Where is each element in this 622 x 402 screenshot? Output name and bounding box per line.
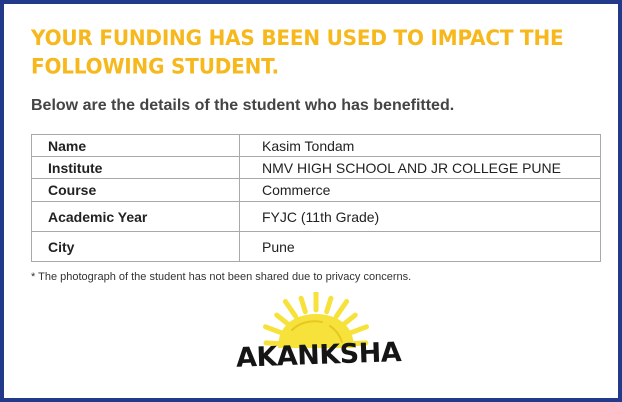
row-value-name: Kasim Tondam — [240, 135, 601, 157]
row-label-city: City — [32, 232, 240, 262]
sun-ray — [344, 315, 355, 324]
table-row — [32, 157, 601, 179]
row-label-institute: Institute — [32, 157, 240, 179]
sun-ray — [327, 298, 331, 311]
page-subtitle: Below are the details of the student who has benefitted. — [31, 97, 455, 114]
sun-ray — [266, 327, 283, 333]
table-row — [32, 202, 601, 232]
akanksha-logo — [235, 292, 402, 384]
student-details-table — [31, 134, 601, 262]
sun-ray — [336, 302, 346, 317]
row-value-city: Pune — [240, 232, 601, 262]
sun-ray — [301, 298, 305, 311]
row-label-course: Course — [32, 179, 240, 202]
row-value-academic-year: FYJC (11th Grade) — [240, 202, 601, 232]
table-row — [32, 179, 601, 202]
page-title — [31, 24, 611, 81]
sun-ray — [285, 302, 295, 317]
sun-ray — [277, 315, 288, 324]
row-value-institute: NMV HIGH SCHOOL AND JR COLLEGE PUNE — [240, 157, 601, 179]
row-label-name: Name — [32, 135, 240, 157]
table-row — [32, 135, 601, 157]
logo-wordmark: AKANKSHA — [235, 337, 402, 374]
row-value-course: Commerce — [240, 179, 601, 202]
page-title-line-1: YOUR FUNDING HAS BEEN USED TO IMPACT THE — [31, 25, 564, 51]
row-label-academic-year: Academic Year — [32, 202, 240, 232]
sun-ray — [350, 327, 367, 333]
page-title-line-2: FOLLOWING STUDENT. — [31, 53, 279, 79]
privacy-footnote: * The photograph of the student has not been shared due to privacy concerns. — [31, 271, 412, 283]
table-row — [32, 232, 601, 262]
